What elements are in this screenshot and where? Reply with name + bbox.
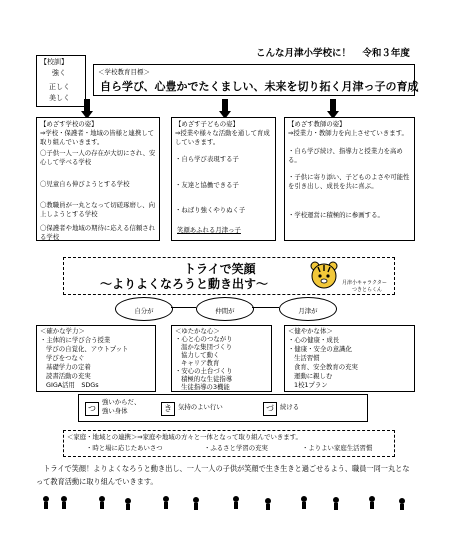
- header-title: [256, 45, 410, 59]
- tiger-mascot-icon: [308, 259, 340, 291]
- pillar-academic-title: ＜確かな学力＞: [40, 327, 85, 335]
- tsuki-box: [78, 394, 368, 422]
- motto-box: [36, 55, 86, 107]
- school-aim-item-2: 〇児童自ら伸びようとする学校: [40, 180, 130, 188]
- pillar-academic-item-2: 学びの自覚化、アウトプット: [46, 345, 129, 353]
- child-aim-item-1: ・自ら学び表現する子: [175, 155, 239, 163]
- circles-row: [0, 293, 449, 323]
- pillar-heart-item-3: 協力して動く: [181, 351, 220, 359]
- goal-text: 自ら学び、心豊かでたくましい、未来を切り拓く月津っ子の育成: [100, 80, 419, 93]
- teacher-aim-title: 【めざす教師の姿】: [288, 120, 346, 128]
- children-silhouette-icon: [36, 493, 416, 513]
- school-aim-title: 【めざす学校の姿】: [40, 120, 98, 128]
- child-aim-item-2: ・友達と協働できる子: [175, 181, 239, 189]
- pillar-heart-item-2: 温かな集団づくり: [181, 343, 233, 351]
- circle-tsuzu-label: 月津が: [298, 307, 318, 315]
- connector-line: [171, 307, 196, 308]
- mascot-name: つきとらくん: [352, 287, 383, 293]
- community-box: [63, 430, 395, 457]
- closing-paragraph: トライで笑顔！よりよくなろうと動き出し、一人一人の子供が笑顔で生き生きと過ごせるよう、職員一同一丸となって教育活動に取り組んでいきます。: [36, 464, 410, 486]
- circle-self-label: 自分が: [134, 307, 154, 315]
- slogan-box: [63, 257, 395, 295]
- school-aim-box: [36, 117, 160, 241]
- tsuki-text-3: 続ける: [280, 403, 300, 411]
- pillar-heart-item-7: 生徒指導の3機能: [181, 383, 230, 391]
- tsuki-char-3: づ: [266, 404, 274, 413]
- community-line-1: [67, 433, 302, 442]
- teacher-aim-item-3: ・学校運営に積極的に参画する。: [288, 211, 384, 219]
- tsuki-char-box-3: [263, 402, 277, 416]
- mascot-image: [308, 259, 340, 291]
- slogan-line-1: トライで笑顔: [184, 262, 256, 276]
- tsuki-text-1a: 強いからだ、: [102, 398, 141, 406]
- pillar-academic-item-5: 読書活動の充実: [46, 372, 91, 380]
- child-aim-item-3: ・ねばり強くやりぬく子: [175, 206, 246, 214]
- pillar-body: [284, 325, 415, 392]
- pillar-heart-item-6: 積極的な生徒指導: [181, 375, 233, 383]
- pillar-heart-title: ＜ゆたかな心＞: [175, 327, 220, 335]
- pillar-academic-item-1: ・主体的に学び合う授業: [40, 336, 111, 344]
- school-aim-item-4: 〇保護者や地域の期待に応える信頼される学校: [40, 224, 156, 241]
- connector-line: [252, 307, 279, 308]
- pillar-academic-item-4: 基礎学力の定着: [46, 363, 91, 371]
- slogan-line-2: ～よりよくなろうと動き出す～: [100, 277, 269, 291]
- circle-peers-label: 仲間が: [215, 307, 235, 315]
- school-name: こんな月津小学校に！: [256, 48, 352, 59]
- motto-item-1: 強く: [52, 69, 66, 77]
- teacher-aim-sub: ⇒授業力・教師力を向上させていきます。: [288, 129, 408, 137]
- child-aim-item-4: 笑顔あふれる月津っ子: [177, 226, 241, 234]
- school-goal-box: [93, 64, 419, 96]
- circle-peers: [196, 297, 254, 321]
- motto-item-2: 正しく: [49, 83, 70, 91]
- teacher-aim-item-2: ・子供に寄り添い、子どものよさや可能性を引き出し、成長を共に喜ぶ。: [288, 173, 410, 190]
- motto-title: 【校訓】: [40, 58, 68, 66]
- pillar-body-title: ＜健やかな体＞: [288, 327, 333, 335]
- tsuki-char-box-1: [85, 402, 99, 416]
- child-aim-sub: ⇒授業や様々な活動を通して育成していきます。: [175, 129, 270, 146]
- motto-item-3: 美しく: [49, 94, 70, 102]
- mascot-caption: 月津小キャラクター: [342, 280, 387, 286]
- pillar-body-item-4: 食育、安全教育の充実: [294, 363, 358, 371]
- decorative-children-row: [36, 493, 416, 513]
- pillar-body-item-2: ・健康・安全の意識化: [288, 345, 352, 353]
- pillar-academic-item-3: 学びをつなぐ: [46, 354, 85, 362]
- pillar-body-item-5: 運動に親しむ: [294, 372, 333, 380]
- pillar-body-item-3: 生活習慣: [294, 354, 320, 362]
- community-item-1: ・時と場に応じたあいさつ: [86, 444, 163, 452]
- tsuki-char-2: き: [164, 404, 172, 413]
- community-text: ⇒家庭や地域の方々と一体となって取り組んでいきます。: [137, 433, 302, 441]
- goal-label: ＜学校教育目標＞: [98, 68, 150, 76]
- pillar-heart: [171, 325, 272, 392]
- circle-self: [115, 297, 173, 321]
- community-item-2: ・ふるさと学習の充実: [204, 444, 268, 452]
- pillar-heart-item-5: ・安心の土台づくり: [175, 367, 233, 375]
- pillar-academic: [36, 325, 156, 392]
- school-aim-item-3: 〇教職員が一丸となって切磋琢磨し、向上しようとする学校: [40, 201, 156, 218]
- pillar-heart-item-1: ・心と心のつながり: [175, 335, 233, 343]
- pillar-body-item-1: ・心の健康・成長: [288, 336, 340, 344]
- school-aim-sub: ⇒学校・保護者・地域の皆様と連携して取り組んでいきます。: [40, 129, 154, 146]
- teacher-aim-item-1: ・自ら学び続け、指導力と授業力を高める。: [288, 147, 403, 164]
- community-item-3: ・よりよい家庭生活習慣: [302, 444, 373, 452]
- circle-tsuzu: [279, 297, 337, 321]
- pillar-heart-item-4: キャリア教育: [181, 359, 220, 367]
- pillar-body-item-6: 1校1プラン: [294, 381, 328, 389]
- teacher-aim-box: [284, 117, 415, 241]
- school-year: 令和３年度: [362, 48, 410, 59]
- pillar-academic-item-6: GIGA活用 SDGs: [46, 381, 99, 389]
- child-aim-box: [171, 117, 276, 241]
- community-label: ＜家庭・地域との連携＞: [67, 433, 138, 441]
- tsuki-text-2: 気持のよい行い: [178, 403, 223, 411]
- tsuki-char-box-2: [161, 402, 175, 416]
- school-aim-item-1: 〇子供一人一人の存在が大切にされ、安心して学べる学校: [40, 149, 156, 166]
- child-aim-title: 【めざす子どもの姿】: [175, 120, 239, 128]
- tsuki-text-1b: 強い身体: [102, 407, 128, 415]
- tsuki-char-1: つ: [88, 404, 96, 413]
